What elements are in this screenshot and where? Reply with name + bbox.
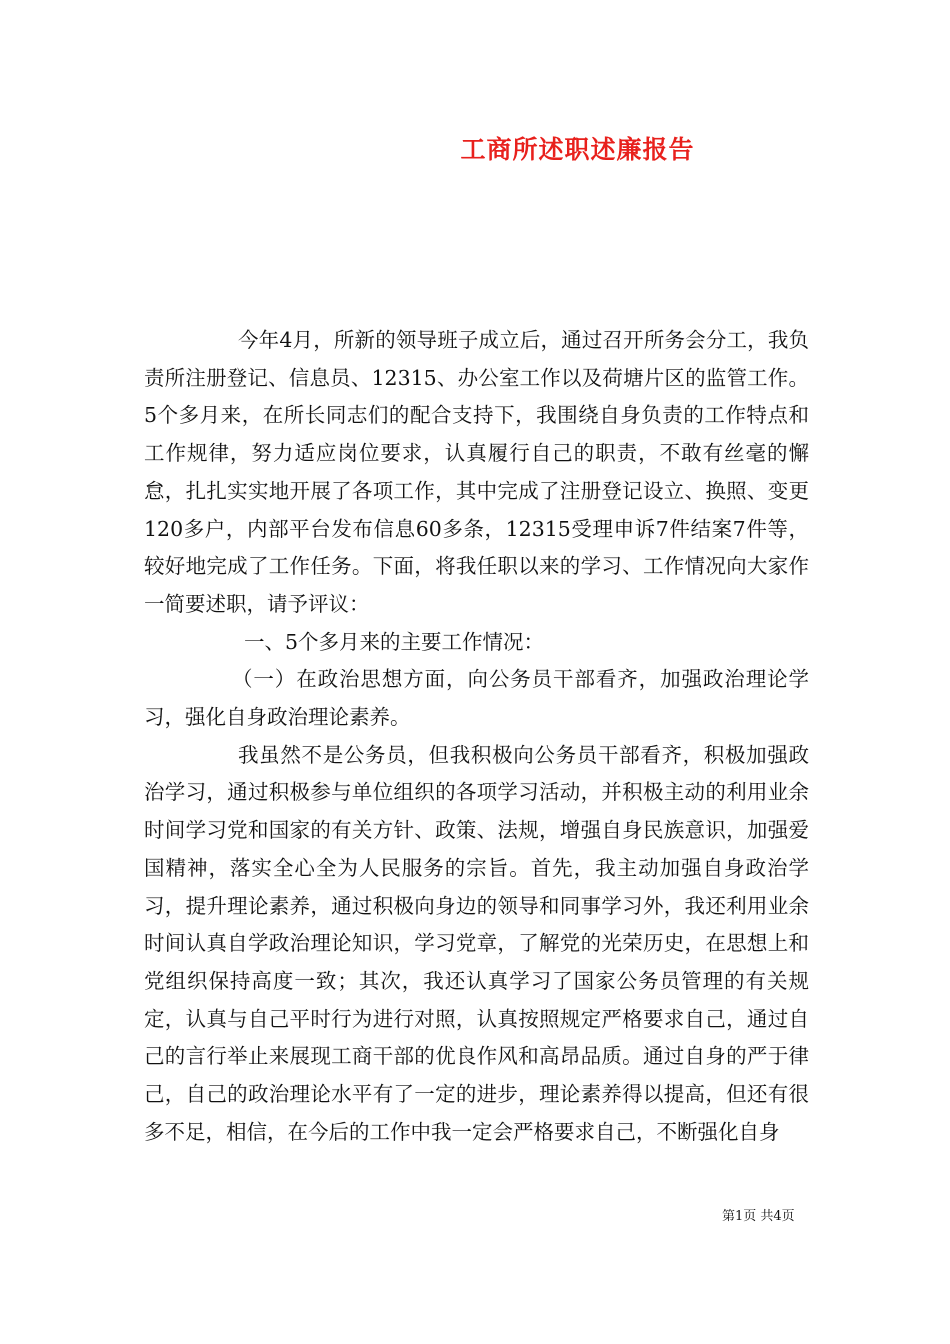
section-heading: 一、5个多月来的主要工作情况： [244,629,545,654]
document-title: 工商所述职述廉报告 [460,135,695,164]
page-number-footer: 第1页 共4页 [722,1209,795,1224]
paragraph-intro: 今年4月，所新的领导班子成立后，通过召开所务会分工，我负责所注册登记、信息员、12315、办公室工作以及荷塘片区的监管工作。5个多月来，在所长同志们的配合支持下，我围绕自身负责的工作特点和工作规律，努力适应岗位要求，认真履行自己的职责，不敢有丝毫的懈怠，扎扎实实地开展了各项工作，其中完成了注册登记设立、换照、变更120多户，内部平台发布信息60多条，12315受理申诉7件结案7件等，较好地完成了工作任务。下面，将我任职以来的学习、工作情况向大家作一简要述职，请予评议： [144,328,809,616]
document-body [144,322,809,1151]
paragraph-political-study: 我虽然不是公务员，但我积极向公务员干部看齐，积极加强政治学习，通过积极参与单位组织的各项学习活动，并积极主动的利用业余时间学习党和国家的有关方针、政策、法规，增强自身民族意识，加强爱国精神，落实全心全为人民服务的宗旨。首先，我主动加强自身政治学习，提升理论素养，通过积极向身边的领导和同事学习外，我还利用业余时间认真自学政治理论知识，学习党章，了解党的光荣历史，在思想上和党组织保持高度一致；其次，我还认真学习了国家公务员管理的有关规定，认真与自己平时行为进行对照，认真按照规定严格要求自己，通过自己的言行举止来展现工商干部的优良作风和高昂品质。通过自身的严于律己，自己的政治理论水平有了一定的进步，理论素养得以提高，但还有很多不足，相信，在今后的工作中我一定会严格要求自己，不断强化自身 [144,742,809,1144]
subsection-heading: （一）在政治思想方面，向公务员干部看齐，加强政治理论学习，强化自身政治理论素养。 [144,667,809,730]
